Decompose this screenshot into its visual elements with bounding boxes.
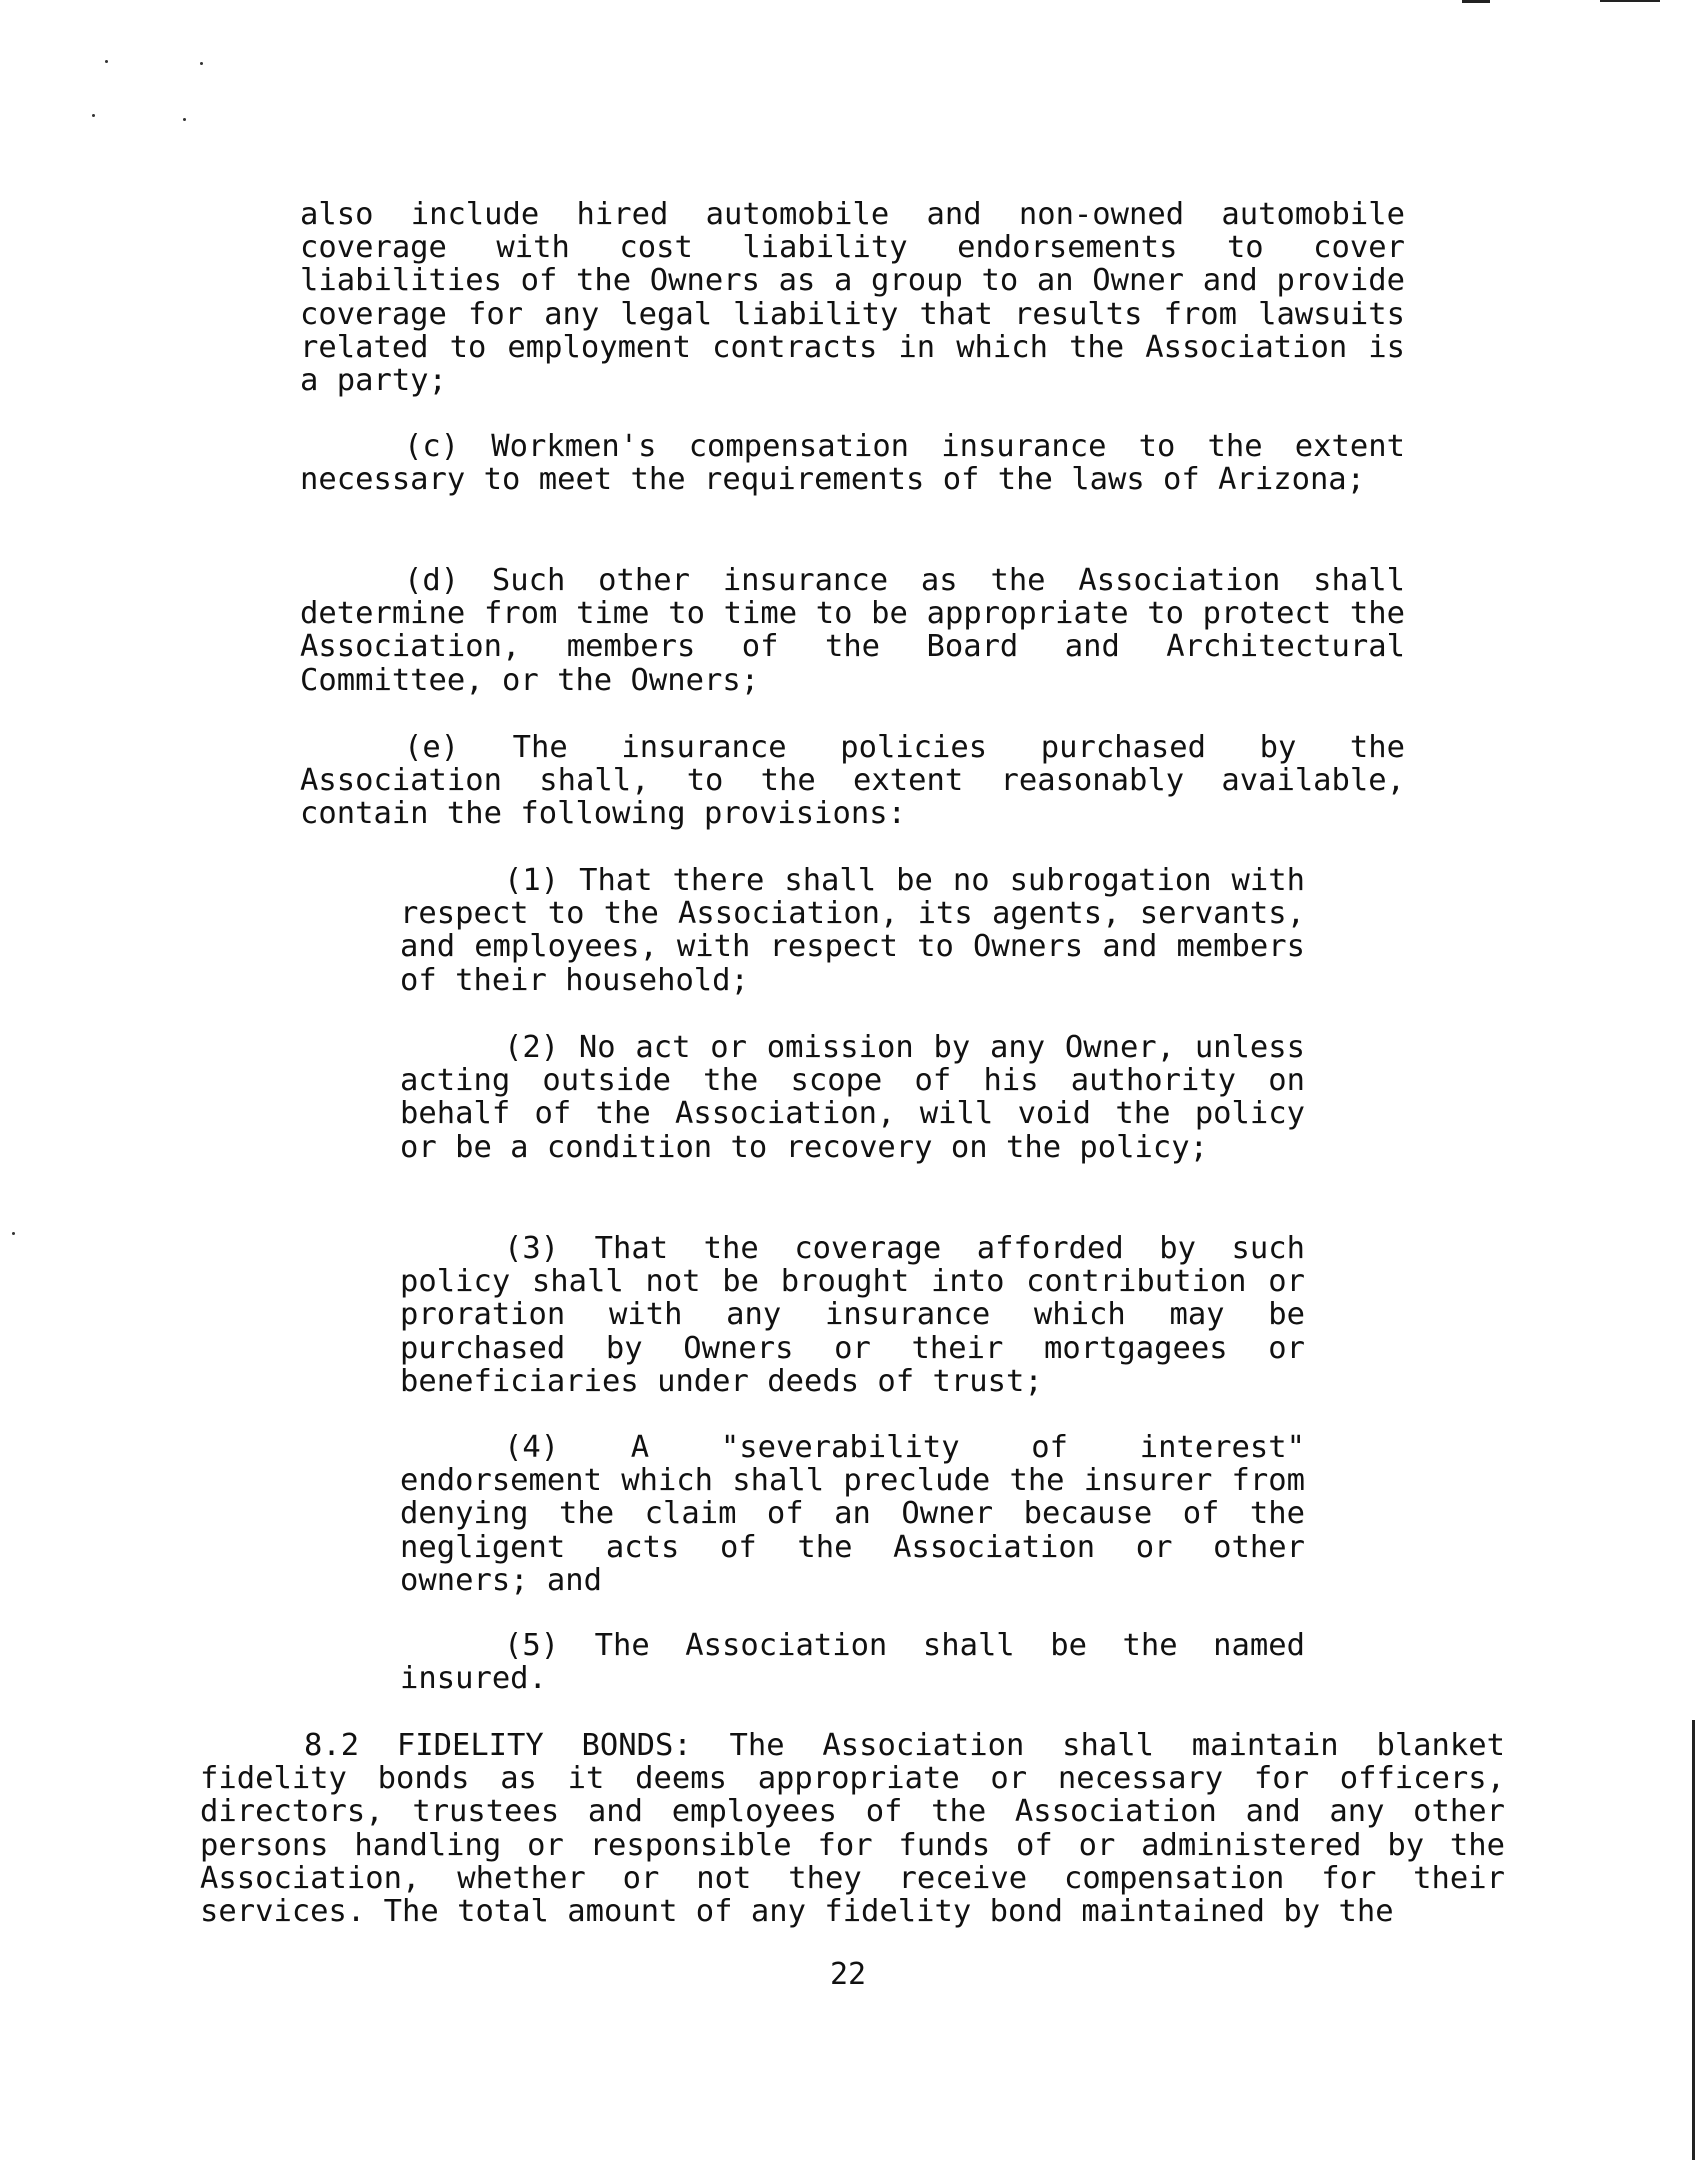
paragraph-e-policy-provisions: (e) The insurance policies purchased by the Association shall, to the extent reasonably available, contain the following provisions: <box>300 730 1405 832</box>
scan-speck <box>92 114 95 117</box>
scan-edge-mark <box>1600 0 1660 2</box>
scan-speck <box>183 118 186 121</box>
provision-1-no-subrogation: (1) That there shall be no subrogation with respect to the Association, its agents, servants, and employees, with respect to Owners and members of their household; <box>400 863 1305 998</box>
scan-speck <box>12 1232 15 1235</box>
scan-speck <box>200 62 203 65</box>
scan-speck <box>105 60 108 63</box>
paragraph-continued-coverage: also include hired automobile and non-owned automobile coverage with cost liability endorsements to cover liabilities of the Owners as a group to an Owner and provide coverage for any legal liability that results from lawsuits related to employment contracts in which the Association is a party; <box>300 197 1405 399</box>
provision-3-coverage-contribution: (3) That the coverage afforded by such policy shall not be brought into contribution or proration with any insurance which may be purchased by Owners or their mortgagees or beneficiaries under deeds of trust; <box>400 1231 1305 1399</box>
paragraph-d-other-insurance: (d) Such other insurance as the Association shall determine from time to time to be appropriate to protect the Association, members of the Board and Architectural Committee, or the Owners; <box>300 563 1405 698</box>
page-number: 22 <box>829 1957 867 1992</box>
provision-4-severability-of-interest: (4) A "severability of interest" endorsement which shall preclude the insurer from denying the claim of an Owner because of the negligent acts of the Association or other owners; and <box>400 1430 1305 1598</box>
provision-2-no-act-or-omission: (2) No act or omission by any Owner, unless acting outside the scope of his authority on behalf of the Association, will void the policy or be a condition to recovery on the policy; <box>400 1030 1305 1165</box>
paragraph-c-workmens-compensation: (c) Workmen's compensation insurance to the extent necessary to meet the requirements of the laws of Arizona; <box>300 429 1405 498</box>
scan-edge-mark <box>1692 1720 1695 2160</box>
provision-5-named-insured: (5) The Association shall be the named insured. <box>400 1628 1305 1697</box>
section-8-2-fidelity-bonds: 8.2 FIDELITY BONDS: The Association shall maintain blanket fidelity bonds as it deems appropriate or necessary for officers, directors, trustees and employees of the Association and any other persons handling or responsible for funds of or administered by the Association, whether or not they receive compensation for their services. The total amount of any fidelity bond maintained by the <box>200 1728 1505 1930</box>
scan-edge-mark <box>1462 0 1490 3</box>
